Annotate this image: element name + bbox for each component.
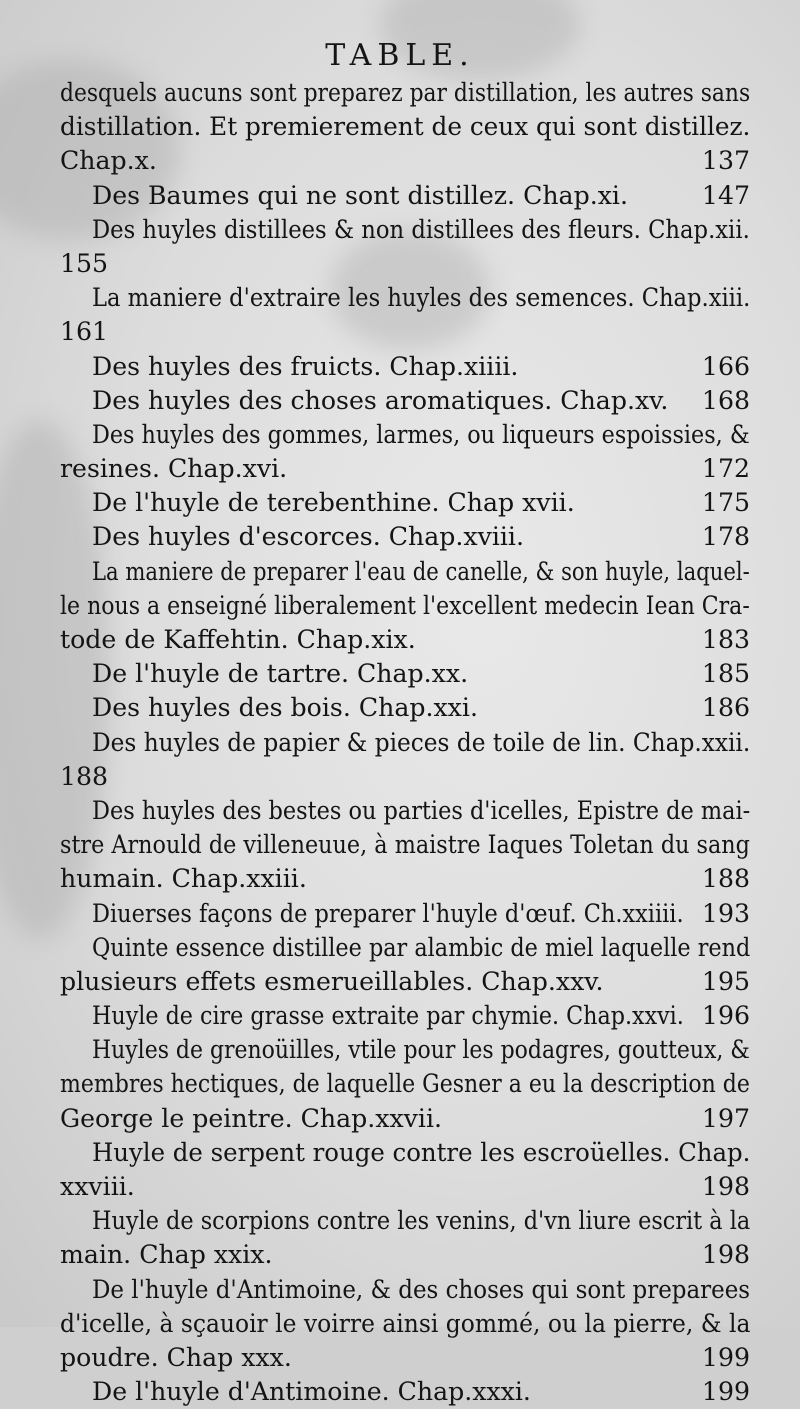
toc-line xyxy=(60,1307,750,1341)
toc-entry-text: 188 xyxy=(60,761,109,791)
toc-entry-text: le nous a enseigné liberalement l'excellent medecin Iean Cra- xyxy=(60,590,750,620)
toc-line xyxy=(60,760,750,794)
toc-entry-text: d'icelle, à sçauoir le voirre ainsi gommé, ou la pierre, & la xyxy=(60,1308,751,1338)
toc-page-number: 198 xyxy=(701,1240,750,1270)
toc-line xyxy=(60,794,750,828)
toc-line xyxy=(60,965,750,999)
toc-page-number: 175 xyxy=(701,488,750,518)
toc-page-number: 168 xyxy=(701,385,750,415)
toc-entry-text: plusieurs effets esmerueillables. Chap.xxv. xyxy=(60,966,604,996)
toc-line xyxy=(60,110,750,144)
toc-line xyxy=(60,1067,750,1101)
toc-entry-text: De l'huyle de terebenthine. Chap xvii. xyxy=(92,488,575,518)
toc-line xyxy=(60,1170,750,1204)
toc-entry-text: Des huyles d'escorces. Chap.xviii. xyxy=(92,522,524,552)
toc-entry-text: xxviii. xyxy=(60,1172,135,1201)
toc-line xyxy=(60,144,750,178)
toc-entry-text: Huyles de grenoüilles, vtile pour les podagres, goutteux, & xyxy=(92,1035,750,1065)
toc-page-number: 172 xyxy=(701,454,750,484)
toc-line xyxy=(60,179,750,213)
toc-entry-text: George le peintre. Chap.xxvii. xyxy=(60,1103,443,1133)
toc-line xyxy=(60,897,750,931)
toc-entry-text: La maniere de preparer l'eau de canelle, & son huyle, laquel- xyxy=(92,556,750,586)
toc-entry-text: Des huyles des bestes ou parties d'icelles, Epistre de mai- xyxy=(92,795,751,825)
page-header: TABLE. xyxy=(325,38,475,73)
toc-page-number: 185 xyxy=(701,659,750,689)
toc-entry-text: Huyle de serpent rouge contre les escroüelles. Chap. xyxy=(92,1137,751,1167)
toc-line xyxy=(60,486,750,520)
toc-entry-text: membres hectiques, de laquelle Gesner a eu la description de xyxy=(60,1069,750,1099)
toc-line xyxy=(60,350,750,384)
toc-line xyxy=(60,384,750,418)
toc-entry-text: Huyle de cire grasse extraite par chymie. Chap.xxvi. xyxy=(92,1001,684,1031)
toc-line xyxy=(60,213,750,247)
toc-entry-text: Des huyles des fruicts. Chap.xiiii. xyxy=(92,351,519,381)
toc-line xyxy=(60,691,750,725)
toc-line xyxy=(60,281,750,315)
toc-page-number: 183 xyxy=(701,625,750,654)
toc-line xyxy=(60,76,750,110)
toc-page-number: 199 xyxy=(701,1377,750,1407)
toc-line xyxy=(60,999,750,1033)
toc-entry-text: De l'huyle d'Antimoine, & des choses qui sont preparees xyxy=(92,1274,751,1304)
toc-line xyxy=(60,726,750,760)
toc-line xyxy=(60,1238,750,1272)
toc-page-number: 188 xyxy=(701,864,750,894)
toc-entry-text: Diuerses façons de preparer l'huyle d'œuf. Ch.xxiiii. xyxy=(92,898,684,928)
toc-line xyxy=(60,1273,750,1307)
toc-line xyxy=(60,520,750,554)
toc-entry-text: Huyle de scorpions contre les venins, d'vn liure escrit à la xyxy=(92,1206,751,1236)
toc-entry-text: De l'huyle d'Antimoine. Chap.xxxi. xyxy=(92,1377,531,1407)
toc-line xyxy=(60,1136,750,1170)
toc-entry-text: poudre. Chap xxx. xyxy=(60,1342,292,1372)
toc-entry-text: Quinte essence distillee par alambic de miel laquelle rend xyxy=(92,932,751,962)
toc-line xyxy=(60,931,750,965)
toc-entry-text: La maniere d'extraire les huyles des semences. Chap.xiii. xyxy=(92,283,751,313)
toc-entry-text: 155 xyxy=(60,248,109,278)
toc-line xyxy=(60,862,750,896)
toc-entry-text: 161 xyxy=(60,317,109,347)
table-of-contents xyxy=(60,76,750,1409)
toc-page-number: 178 xyxy=(701,522,750,552)
toc-page-number: 198 xyxy=(701,1172,750,1201)
toc-page-number: 186 xyxy=(701,693,750,723)
toc-entry-text: tode de Kaffehtin. Chap.xix. xyxy=(60,625,416,654)
toc-entry-text: stre Arnould de villeneuue, à maistre Iaques Toletan du sang xyxy=(60,830,750,860)
toc-page-number: 195 xyxy=(701,966,750,996)
toc-line xyxy=(60,1102,750,1136)
toc-entry-text: De l'huyle de tartre. Chap.xx. xyxy=(92,659,469,689)
toc-page-number: 137 xyxy=(701,146,750,176)
toc-page-number: 193 xyxy=(701,898,750,928)
toc-line xyxy=(60,315,750,349)
toc-page-number: 147 xyxy=(701,180,750,210)
toc-line xyxy=(60,589,750,623)
toc-line xyxy=(60,418,750,452)
toc-page-number: 199 xyxy=(701,1342,750,1372)
toc-entry-text: main. Chap xxix. xyxy=(60,1240,273,1270)
toc-entry-text: Des Baumes qui ne sont distillez. Chap.xi. xyxy=(92,180,628,210)
toc-line xyxy=(60,1341,750,1375)
toc-entry-text: Des huyles des bois. Chap.xxi. xyxy=(92,693,478,723)
toc-page-number: 196 xyxy=(701,1001,750,1031)
toc-page-number: 197 xyxy=(701,1103,750,1133)
toc-line xyxy=(60,623,750,657)
toc-line xyxy=(60,247,750,281)
toc-line xyxy=(60,452,750,486)
toc-entry-text: Des huyles des choses aromatiques. Chap.xv. xyxy=(92,385,669,415)
toc-entry-text: resines. Chap.xvi. xyxy=(60,454,288,484)
toc-entry-text: Des huyles distillees & non distillees des fleurs. Chap.xii. xyxy=(92,214,750,244)
toc-line xyxy=(60,1204,750,1238)
toc-page-number: 166 xyxy=(701,351,750,381)
toc-line xyxy=(60,1033,750,1067)
toc-line xyxy=(60,657,750,691)
toc-line xyxy=(60,828,750,862)
toc-entry-text: Des huyles de papier & pieces de toile de lin. Chap.xxii. xyxy=(92,727,751,757)
toc-entry-text: Chap.x. xyxy=(60,146,157,176)
toc-entry-text: distillation. Et premierement de ceux qui sont distillez. xyxy=(60,112,751,142)
toc-line xyxy=(60,555,750,589)
toc-entry-text: humain. Chap.xxiii. xyxy=(60,864,307,894)
toc-line xyxy=(60,1375,750,1409)
toc-entry-text: desquels aucuns sont preparez par distillation, les autres sans xyxy=(60,78,751,107)
toc-entry-text: Des huyles des gommes, larmes, ou liqueurs espoissies, & xyxy=(92,419,750,449)
